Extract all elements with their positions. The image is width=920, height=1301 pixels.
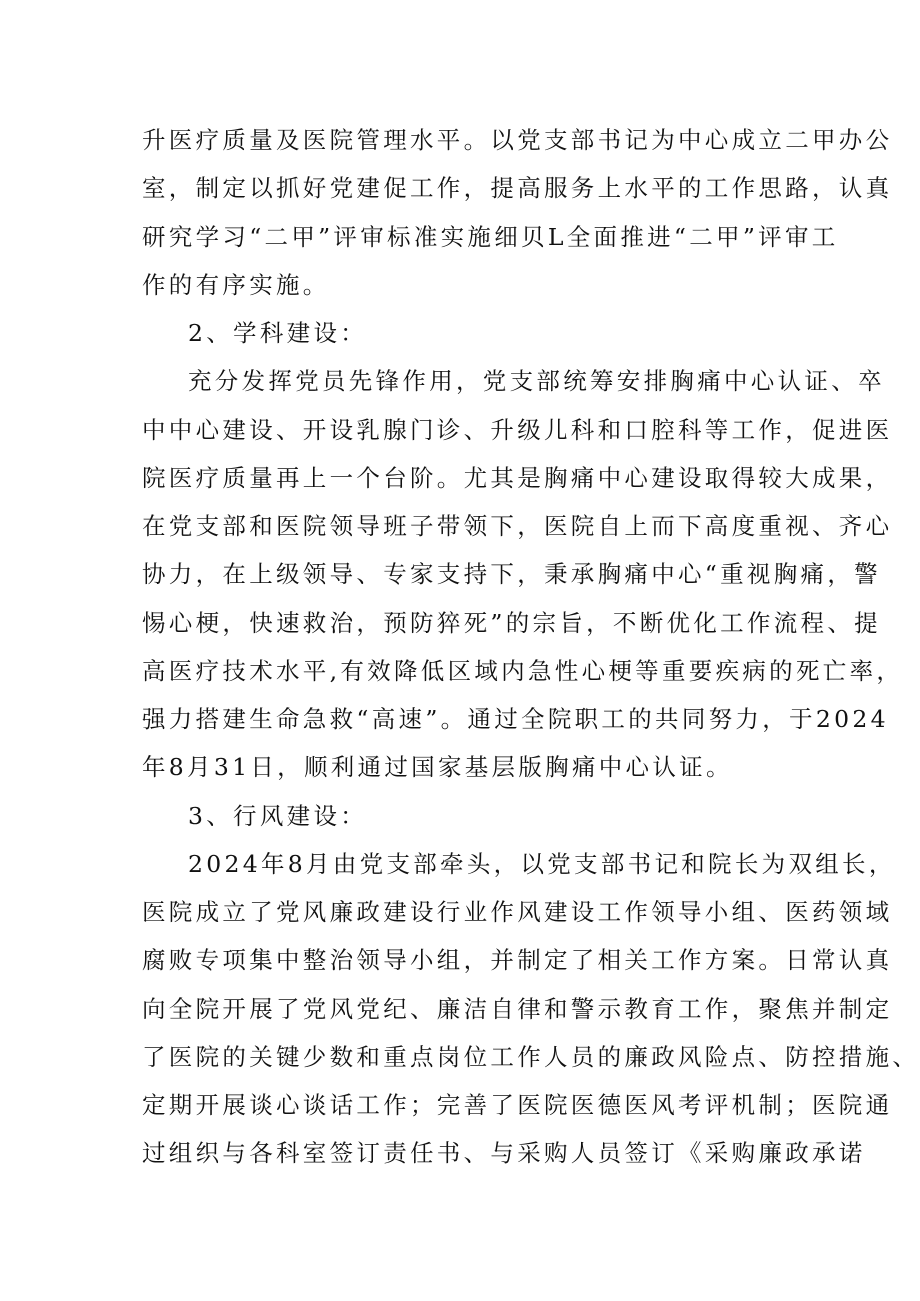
text-line: 协力，在上级领导、专家支持下，秉承胸痛中心“重视胸痛，警 [142,560,881,589]
paragraph-first-line: 充分发挥党员先锋作用，党支部统筹安排胸痛中心认证、卒 [188,367,885,396]
text-line: 年8月31日，顺利通过国家基层版胸痛中心认证。 [142,753,733,782]
text-line: 在党支部和医院领导班子带领下，医院自上而下高度重视、齐心 [142,512,893,540]
text-line: 医院成立了党风廉政建设行业作风建设工作领导小组、医药领域 [142,898,893,926]
text-line: 腐败专项集中整治领导小组，并制定了相关工作方案。日常认真 [142,946,893,975]
text-line: 研究学习“二甲”评审标准实施细贝L全面推进“二甲”评审工 [142,222,839,251]
text-line: 过组织与各科室签订责任书、与采购人员签订《采购廉政承诺 [142,1139,866,1168]
paragraph-first-line: 2024年8月由党支部牵头，以党支部书记和院长为双组长， [188,849,896,878]
text-line: 定期开展谈心谈话工作；完善了医院医德医风考评机制；医院通 [142,1091,893,1119]
text-line: 了医院的关键少数和重点岗位工作人员的廉政风险点、防控措施、 [142,1042,920,1071]
section-heading: 3、行风建设： [188,801,368,830]
text-line: 室，制定以抓好党建促工作，提高服务上水平的工作思路，认真 [142,174,893,203]
text-line: 中中心建设、开设乳腺门诊、升级儿科和口腔科等工作，促进医 [142,415,893,444]
text-line: 院医疗质量再上一个台阶。尤其是胸痛中心建设取得较大成果， [142,463,893,492]
text-line: 惕心梗，快速救治，预防猝死”的宗旨，不断优化工作流程、提 [142,608,881,637]
text-line: 向全院开展了党风党纪、廉洁自律和警示教育工作，聚焦并制定 [142,994,893,1023]
text-line: 强力搭建生命急救“高速”。通过全院职工的共同努力，于2024 [142,705,889,733]
document-body [142,116,920,1178]
text-line: 高医疗技术水平,有效降低区域内急性心梗等重要疾病的死亡率， [142,656,904,685]
text-line: 作的有序实施。 [142,270,330,299]
section-heading: 2、学科建设： [188,319,368,347]
text-line: 升医疗质量及医院管理水平。以党支部书记为中心成立二甲办公 [142,126,893,154]
